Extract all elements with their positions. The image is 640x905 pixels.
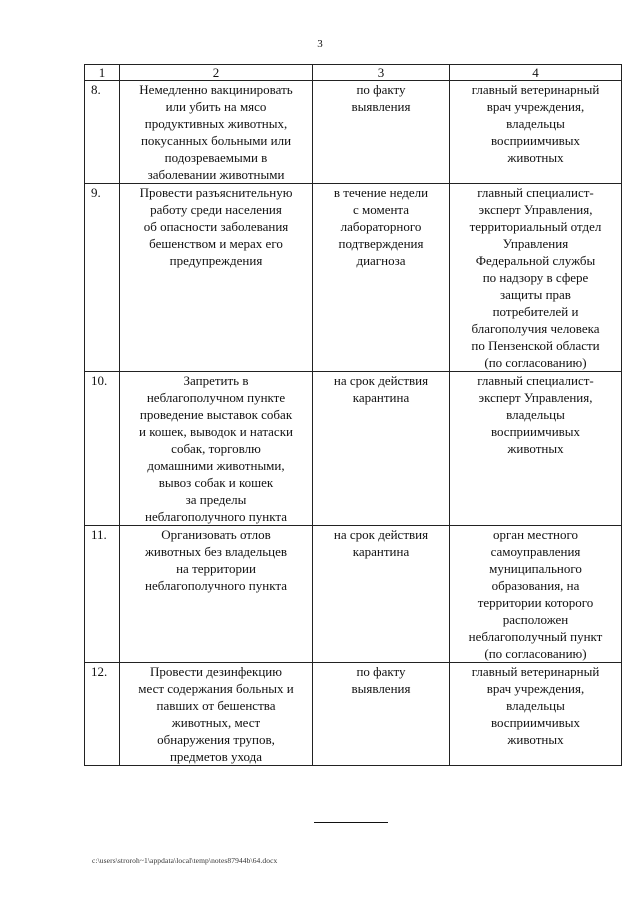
row-number: 12.	[85, 663, 120, 766]
closing-divider	[314, 822, 388, 823]
row-number: 9.	[85, 184, 120, 372]
header-col-3: 3	[313, 65, 450, 81]
row-action: Провести разъяснительную работу среди населения об опасности заболевания бешенством и мерах его предупреждения	[120, 184, 313, 372]
row-deadline: на срок действия карантина	[313, 372, 450, 526]
table-row	[85, 81, 622, 184]
row-number: 10.	[85, 372, 120, 526]
header-col-2: 2	[120, 65, 313, 81]
row-deadline: на срок действия карантина	[313, 526, 450, 663]
row-number: 8.	[85, 81, 120, 184]
row-action: Немедленно вакцинировать или убить на мясо продуктивных животных, покусанных больными или подозреваемыми в заболевании животными	[120, 81, 313, 184]
row-responsible: главный специалист- эксперт Управления, территориальный отдел Управления Федеральной службы по надзору в сфере защиты прав потребителей и благополучия человека по Пензенской области (по согласованию)	[450, 184, 622, 372]
table-row	[85, 184, 622, 372]
row-action: Запретить в неблагополучном пункте проведение выставок собак и кошек, выводок и натаски собак, торговлю домашними животными, вывоз собак и кошек за пределы неблагополучного пункта	[120, 372, 313, 526]
row-action: Провести дезинфекцию мест содержания больных и павших от бешенства животных, мест обнаружения трупов, предметов ухода	[120, 663, 313, 766]
row-deadline: в течение недели с момента лабораторного подтверждения диагноза	[313, 184, 450, 372]
page-number: 3	[317, 38, 323, 50]
row-action: Организовать отлов животных без владельцев на территории неблагополучного пункта	[120, 526, 313, 663]
row-deadline: по факту выявления	[313, 81, 450, 184]
row-number: 11.	[85, 526, 120, 663]
table-row	[85, 663, 622, 766]
row-deadline: по факту выявления	[313, 663, 450, 766]
file-path-footer: c:\users\stroroh~1\appdata\local\temp\notes87944b\64.docx	[92, 856, 278, 865]
measures-table	[84, 64, 622, 766]
header-col-1: 1	[85, 65, 120, 81]
table-row	[85, 372, 622, 526]
row-responsible: орган местного самоуправления муниципального образования, на территории которого расположен неблагополучный пункт (по согласованию)	[450, 526, 622, 663]
row-responsible: главный специалист- эксперт Управления, владельцы восприимчивых животных	[450, 372, 622, 526]
table-row	[85, 526, 622, 663]
header-col-4: 4	[450, 65, 622, 81]
table-header-row	[85, 65, 622, 81]
row-responsible: главный ветеринарный врач учреждения, владельцы восприимчивых животных	[450, 81, 622, 184]
row-responsible: главный ветеринарный врач учреждения, владельцы восприимчивых животных	[450, 663, 622, 766]
